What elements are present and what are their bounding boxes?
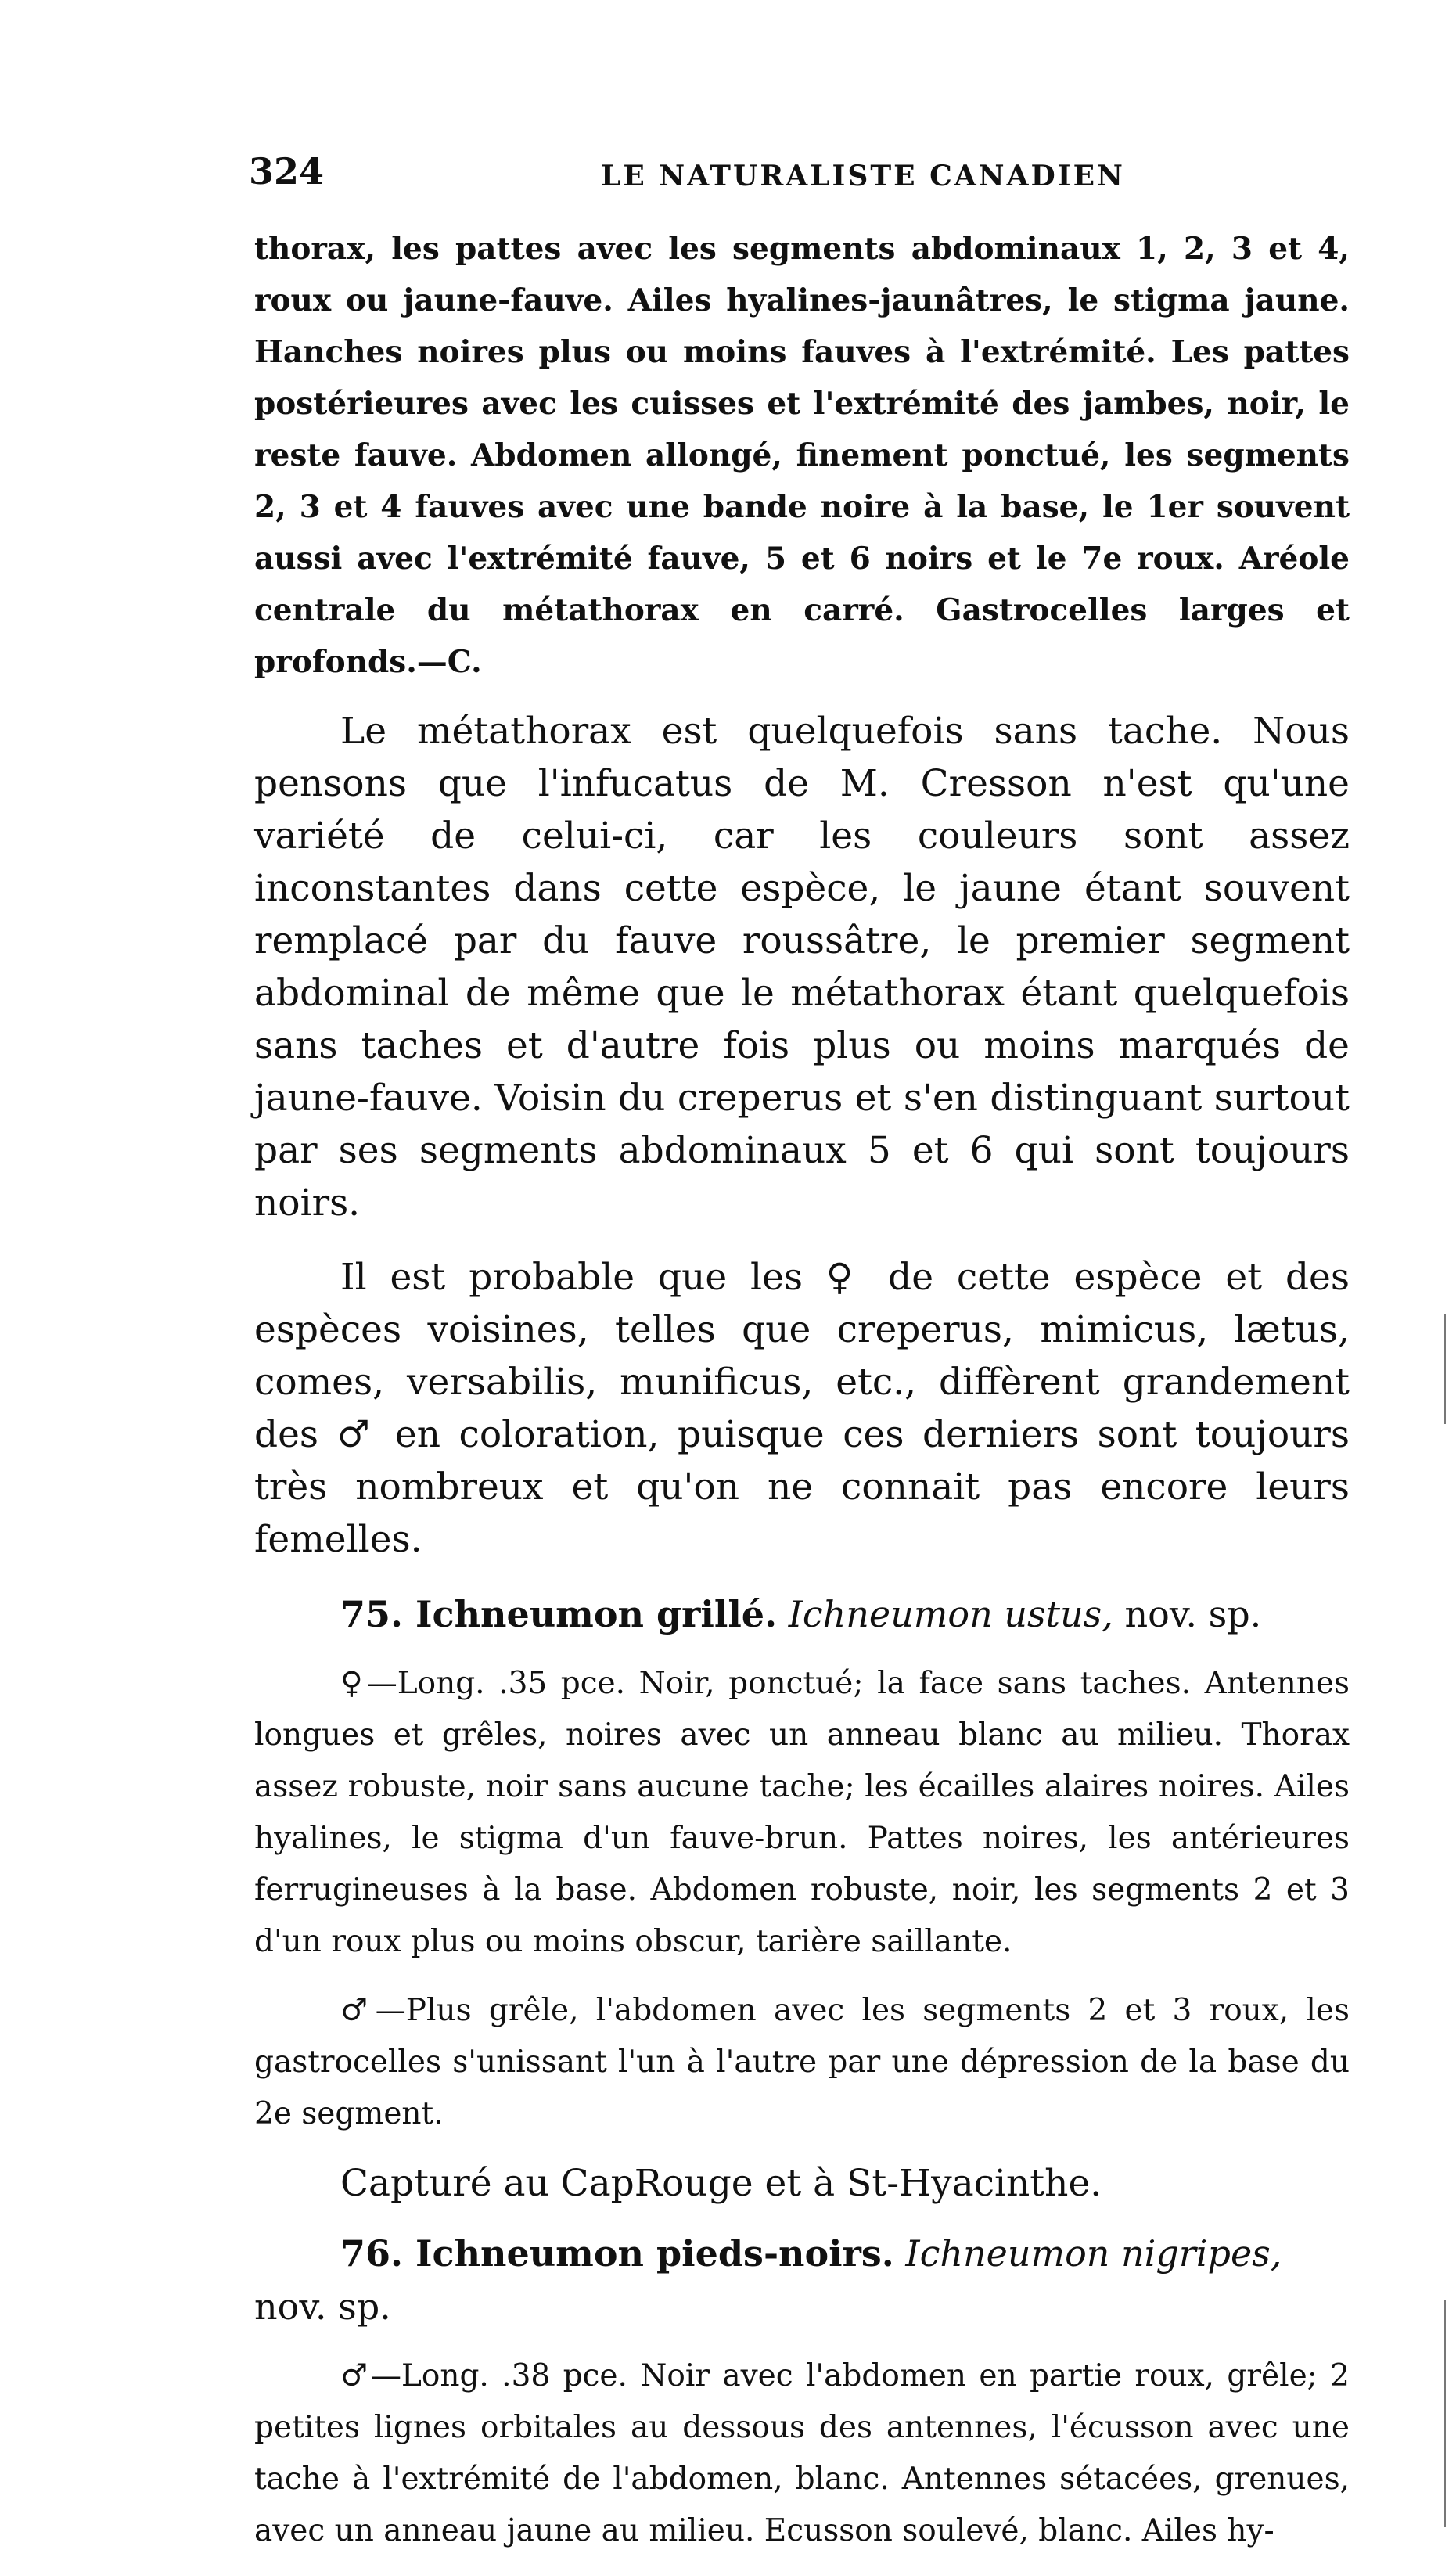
page-body [254,223,1350,2557]
species-75-suffix: nov. sp. [1124,1593,1262,1635]
species-75-latin: Ichneumon ustus, [788,1593,1113,1635]
page-edge-shadow-lower [1444,2300,1446,2527]
journal-title: LE NATURALISTE CANADIEN [601,160,1125,192]
page-edge-shadow [1444,1314,1446,1424]
species-76-suffix: nov. sp. [254,2285,391,2328]
remark-paragraph-females: Il est probable que les ♀ de cette espèce et des espèces voisines, telles que creperus, mimicus, lætus, comes, versabilis, munificus, etc., diffèrent grandement des ♂ en coloration, puisque ces derniers sont toujours très nombreux et qu'on ne connait pas encore leurs femelles. [254,1256,1350,1561]
species-75-name: 75. Ichneumon grillé. [340,1593,778,1635]
species-76-male-description: ♂—Long. .38 pce. Noir avec l'abdomen en partie roux, grêle; 2 petites lignes orbitales au dessous des antennes, l'écusson avec une tache à l'extrémité de l'abdomen, blanc. Antennes sétacées, grenues, avec un anneau jaune au milieu. Ecusson soulevé, blanc. Ailes hy- [254,2358,1350,2548]
species-76-heading [254,2227,1350,2333]
species-75-heading [254,1588,1350,1641]
species-75-female-description: ♀—Long. .35 pce. Noir, ponctué; la face sans taches. Antennes longues et grêles, noires avec un anneau blanc au milieu. Thorax assez robuste, noir sans aucune tache; les écailles alaires noires. Ailes hyalines, le stigma d'un fauve-brun. Pattes noires, les antérieures ferrugineuses à la base. Abdomen robuste, noir, les segments 2 et 3 d'un roux plus ou moins obscur, tarière saillante. [254,1666,1350,1959]
species-75-capture-locality: Capturé au CapRouge et à St-Hyacinthe. [340,2162,1102,2205]
species-76-name: 76. Ichneumon pieds-noirs. [340,2232,894,2275]
species-76-latin: Ichneumon nigripes, [905,2232,1282,2275]
continued-description-paragraph: thorax, les pattes avec les segments abdominaux 1, 2, 3 et 4, roux ou jaune-fauve. Ailes hyalines-jaunâtres, le stigma jaune. Hanches noires plus ou moins fauves à l'extrémité. Les pattes postérieures avec les cuisses et l'extrémité des jambes, noir, le reste fauve. Abdomen allongé, finement ponctué, les segments 2, 3 et 4 fauves avec une bande noire à la base, le 1er souvent aussi avec l'extrémité fauve, 5 et 6 noirs et le 7e roux. Aréole centrale du métathorax en carré. Gastrocelles larges et profonds.—C. [254,231,1350,680]
species-75-male-description: ♂—Plus grêle, l'abdomen avec les segments 2 et 3 roux, les gastrocelles s'unissant l'un à l'autre par une dépression de la base du 2e segment. [254,1993,1350,2131]
running-head [249,150,1360,197]
page-number: 324 [249,150,325,192]
remark-paragraph: Le métathorax est quelquefois sans tache. Nous pensons que l'infucatus de M. Cresson n'est qu'une variété de celui-ci, car les couleurs sont assez inconstantes dans cette espèce, le jaune étant souvent remplacé par du fauve roussâtre, le premier segment abdominal de même que le métathorax étant quelquefois sans taches et d'autre fois plus ou moins marqués de jaune-fauve. Voisin du creperus et s'en distinguant surtout par ses segments abdominaux 5 et 6 qui sont toujours noirs. [254,710,1350,1225]
